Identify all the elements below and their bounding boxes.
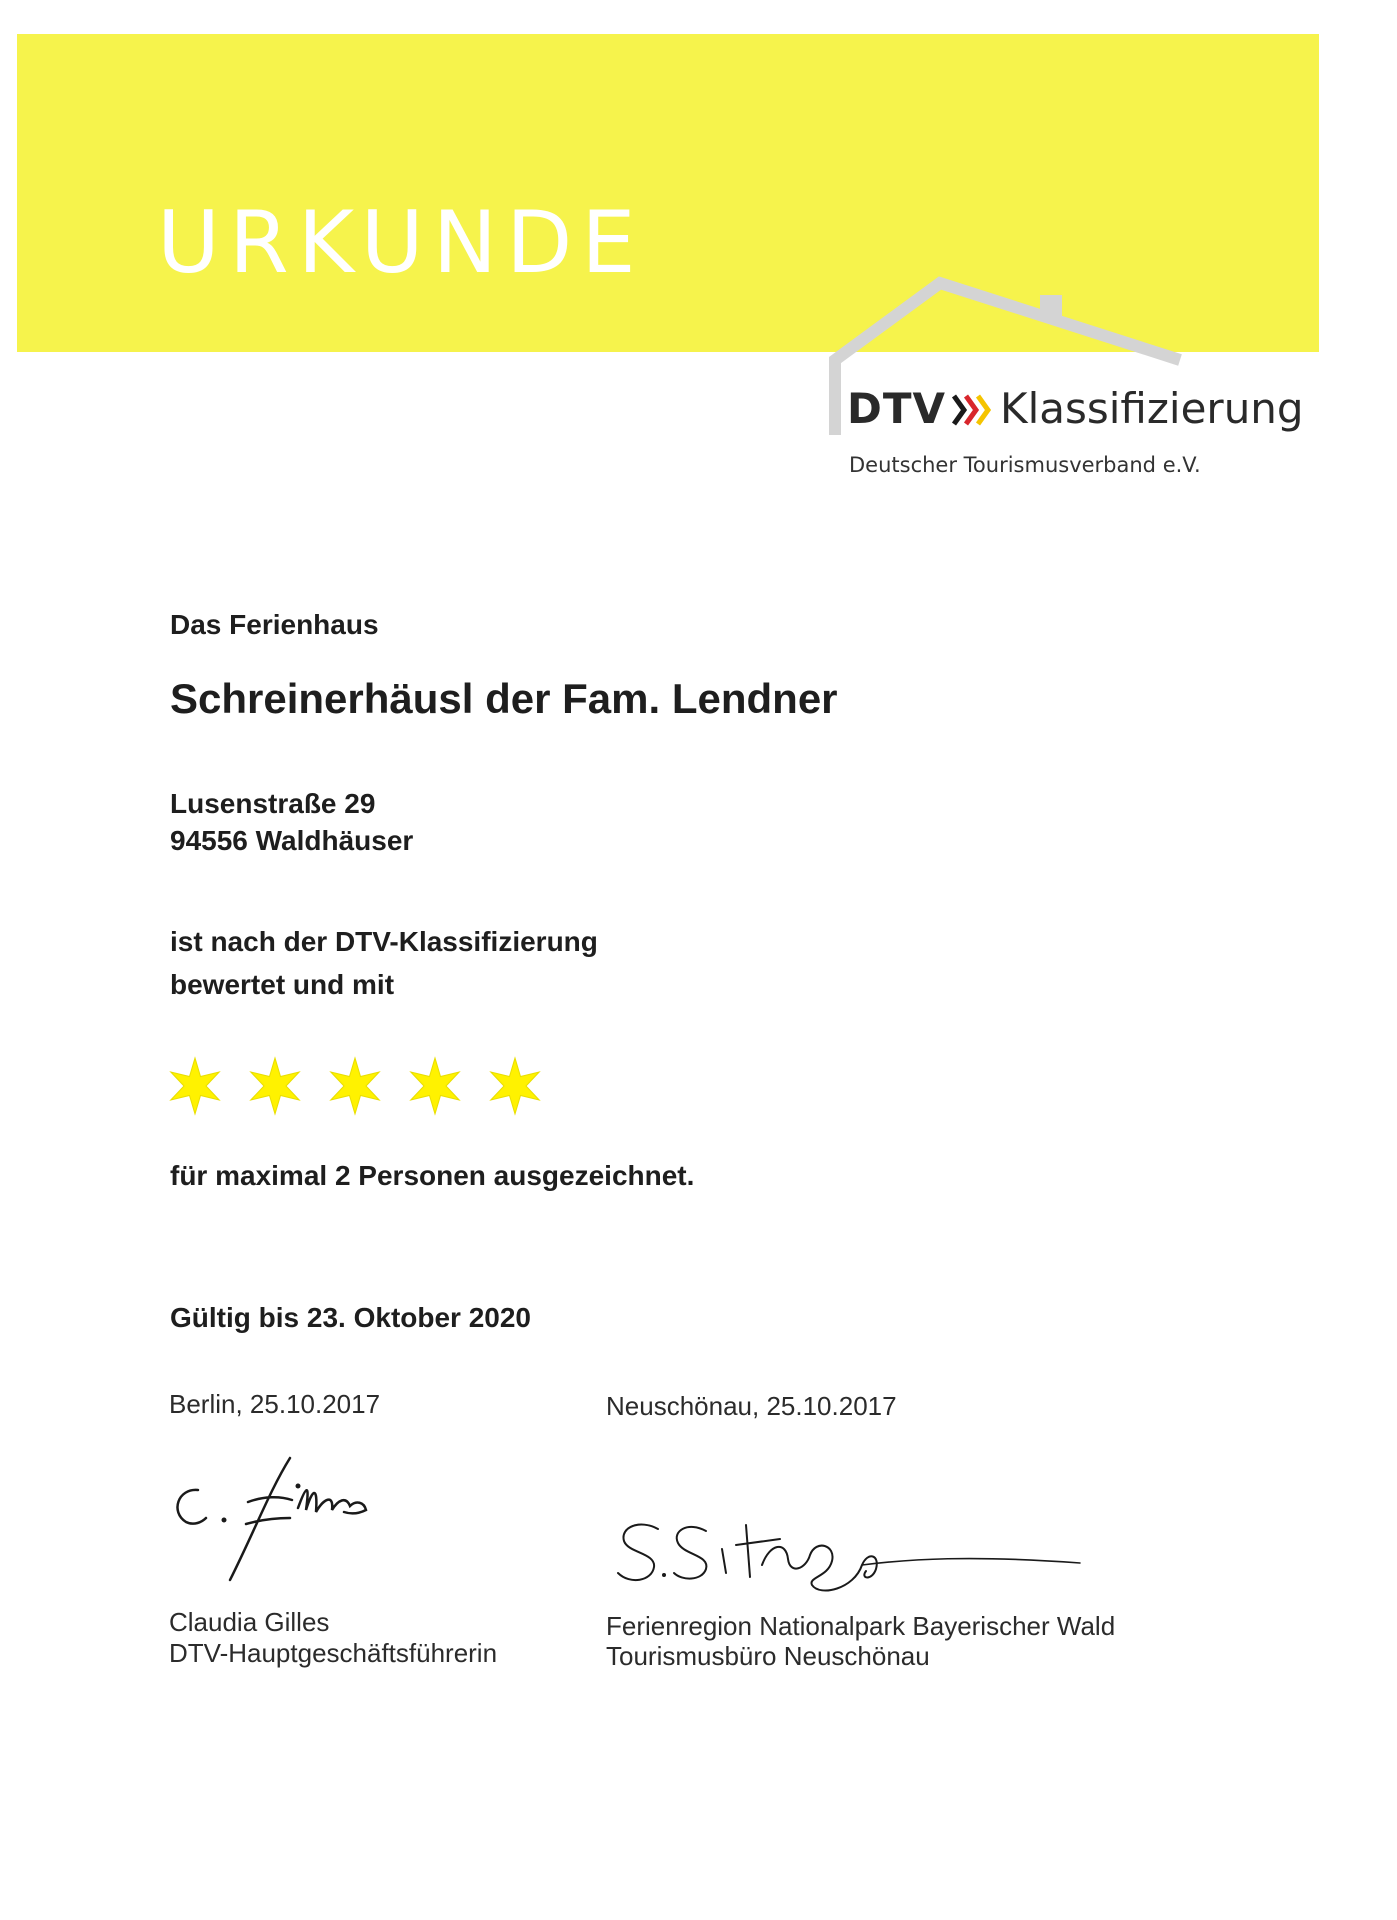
signatory-1-title: DTV-Hauptgeschäftsführerin [169, 1638, 498, 1668]
star-icon [325, 1056, 385, 1116]
signatory-2-place-date: Neuschönau, 25.10.2017 [606, 1391, 897, 1421]
property-name: Schreinerhäusl der Fam. Lendner [170, 675, 838, 722]
validity-text: Gültig bis 23. Oktober 2020 [170, 1302, 532, 1333]
signature-2 [610, 1515, 1090, 1605]
brand-subtitle: Deutscher Tourismusverband e.V. [849, 453, 1201, 477]
property-type: Das Ferienhaus [170, 609, 379, 640]
statement-line-1: ist nach der DTV-Klassifizierung [170, 926, 598, 957]
chevrons-icon [952, 393, 994, 427]
brand-name: Klassifizierung [1000, 384, 1304, 433]
certificate-title: URKUNDE [157, 193, 645, 293]
signatory-1-place-date: Berlin, 25.10.2017 [169, 1389, 381, 1419]
address-city: 94556 Waldhäuser [170, 825, 414, 856]
dtv-brand [847, 384, 1304, 433]
capacity-text: für maximal 2 Personen ausgezeichnet. [170, 1160, 695, 1191]
star-icon [405, 1056, 465, 1116]
signatory-1-name: Claudia Gilles [169, 1607, 330, 1637]
signatory-2-title: Tourismusbüro Neuschönau [606, 1641, 930, 1671]
address-street: Lusenstraße 29 [170, 788, 376, 819]
star-icon [485, 1056, 545, 1116]
brand-abbr: DTV [847, 384, 947, 433]
statement-line-2: bewertet und mit [170, 969, 395, 1000]
star-rating [165, 1056, 545, 1116]
signatory-2-name: Ferienregion Nationalpark Bayerischer Wald [606, 1611, 1116, 1641]
star-icon [165, 1056, 225, 1116]
signature-1 [160, 1450, 480, 1600]
star-icon [245, 1056, 305, 1116]
